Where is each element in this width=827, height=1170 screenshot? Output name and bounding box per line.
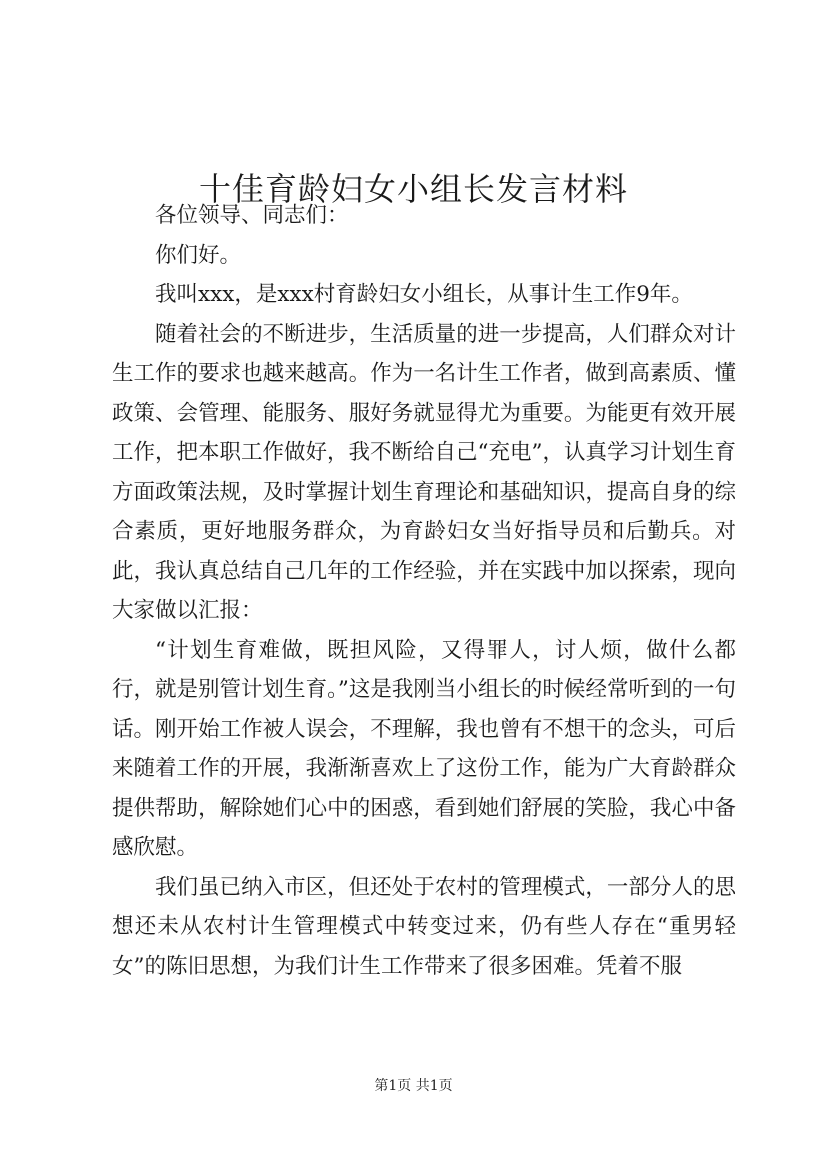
document-title: 十佳育龄妇女小组长发言材料 bbox=[198, 170, 628, 209]
paragraph-greeting: 各位领导、同志们： bbox=[155, 203, 349, 228]
paragraph-challenges: 我们虽已纳入市区，但还处于农村的管理模式，一部分人的思想还未从农村计生管理模式中转变过来，仍有些人存在“重男轻女”的陈旧思想，为我们计生工作带来了很多困难。凭着不服 bbox=[112, 874, 736, 979]
paragraph-hello: 你们好。 bbox=[155, 242, 242, 268]
document-body bbox=[112, 196, 736, 986]
page-footer: 第1页 共1页 bbox=[374, 1078, 453, 1094]
paragraph-background: 随着社会的不断进步，生活质量的进一步提高，人们群众对计生工作的要求也越来越高。作为一名计生工作者，做到高素质、懂政策、会管理、能服务、服好务就显得尤为重要。为能更有效开展工作，把本职工作做好，我不断给自己“充电”，认真学习计划生育方面政策法规，及时掌握计划生育理论和基础知识，提高自身的综合素质，更好地服务群众，为育龄妇女当好指导员和后勤兵。对此，我认真总结自己几年的工作经验，并在实践中加以探索，现向大家做以汇报： bbox=[112, 321, 736, 623]
paragraph-quote: “计划生育难做，既担风险，又得罪人，讨人烦，做什么都行，就是别管计划生育。”这是我刚当小组长的时候经常听到的一句话。刚开始工作被人误会，不理解，我也曾有不想干的念头，可后来随着工作的开展，我渐渐喜欢上了这份工作，能为广大育龄群众提供帮助，解除她们心中的困惑，看到她们舒展的笑脸，我心中备感欣慰。 bbox=[112, 637, 736, 860]
paragraph-introduction: 我叫xxx，是xxx村育龄妇女小组长，从事计生工作9年。 bbox=[155, 282, 693, 307]
